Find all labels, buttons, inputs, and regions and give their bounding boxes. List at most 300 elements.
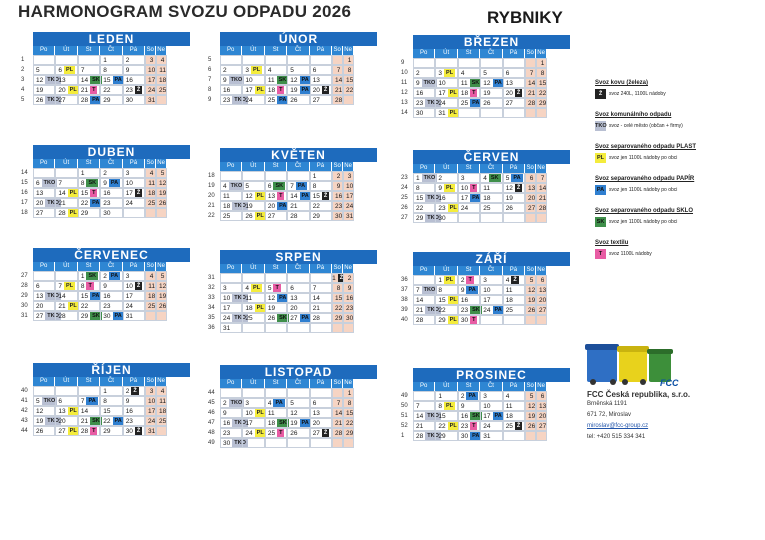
day-cell: [156, 281, 167, 291]
legend-swatch: SK: [596, 219, 605, 225]
day-cell: [287, 388, 309, 398]
day-cell: [265, 428, 287, 438]
day-cell: [503, 411, 525, 421]
day-number: 14: [58, 189, 66, 197]
day-number: 22: [312, 202, 320, 210]
day-cell: [33, 55, 55, 65]
day-cell: [413, 173, 435, 183]
day-header: Út: [55, 262, 77, 271]
day-cell: [156, 386, 167, 396]
day-cell: [145, 178, 156, 188]
week-row: [20, 95, 190, 105]
day-number: 29: [346, 429, 354, 437]
day-number: 11: [159, 66, 166, 74]
day-cell: [310, 211, 332, 221]
collection-badge: PA: [472, 100, 480, 106]
collection-badge: SK: [92, 313, 100, 319]
day-number: 8: [347, 399, 352, 407]
day-cell: [435, 411, 457, 421]
day-header: Po: [33, 46, 55, 55]
day-cell: [123, 416, 145, 426]
week-row: [207, 398, 377, 408]
day-cell: [220, 283, 242, 293]
day-cell: [220, 181, 242, 191]
week-number: 41: [21, 398, 28, 404]
day-cell: [310, 181, 332, 191]
legend-title: Svoz separovaného odpadu SKLO: [595, 208, 694, 214]
week-row: [207, 438, 377, 448]
day-header: St: [458, 266, 480, 275]
day-number: 15: [438, 412, 446, 420]
day-cell: [100, 301, 122, 311]
day-number: 9: [438, 184, 443, 192]
day-cell: [78, 406, 100, 416]
day-number: 1: [347, 56, 352, 64]
day-header: So: [145, 159, 156, 168]
collection-badge: PA: [494, 413, 502, 419]
collection-badge: TKO: [230, 77, 243, 83]
week-row: [207, 303, 377, 313]
day-number: 26: [528, 422, 536, 430]
collection-badge: PA: [92, 200, 100, 206]
day-number: 4: [267, 399, 272, 407]
month-name: KVĚTEN: [220, 148, 377, 162]
legend-text: svoz jen 1100L nádoby po obci: [609, 219, 678, 225]
week-number: 24: [401, 185, 408, 191]
collection-badge: TKO: [47, 418, 59, 424]
day-number: 10: [148, 397, 156, 405]
month-8: [400, 252, 570, 325]
day-cell: [145, 291, 156, 301]
day-number: 31: [223, 324, 231, 332]
day-number: 15: [335, 294, 343, 302]
day-cell: [123, 426, 145, 436]
day-number: 16: [460, 296, 469, 304]
collection-badge: PL: [446, 403, 454, 409]
day-cell: [332, 75, 343, 85]
day-cell: [435, 98, 457, 108]
day-cell: [332, 303, 343, 313]
day-cell: [458, 193, 480, 203]
day-cell: [480, 295, 502, 305]
day-number: 2: [223, 399, 227, 407]
day-cell: [332, 211, 343, 221]
day-header: Čt: [287, 379, 309, 388]
day-number: 31: [483, 432, 491, 440]
day-number: 11: [267, 409, 275, 417]
day-number: 2: [125, 387, 130, 395]
week-row: [20, 271, 190, 281]
day-cell: [145, 426, 156, 436]
day-header: Út: [242, 162, 264, 171]
day-cell: [536, 98, 547, 108]
day-number: 25: [483, 204, 491, 212]
day-number: 9: [103, 179, 107, 187]
day-cell: [287, 75, 309, 85]
month-3: [20, 145, 190, 218]
day-number: 9: [103, 282, 107, 290]
day-header: Po: [220, 264, 242, 273]
day-number: 4: [149, 169, 154, 177]
day-number: 17: [346, 192, 354, 200]
day-cell: [332, 201, 343, 211]
day-header: Pá: [310, 264, 332, 273]
day-number: 19: [36, 417, 44, 425]
day-cell: [156, 416, 167, 426]
day-number: 12: [159, 282, 167, 290]
day-cell: [287, 293, 309, 303]
day-cell: [310, 418, 332, 428]
day-cell: [343, 323, 354, 333]
day-cell: [343, 428, 354, 438]
week-row: [207, 273, 377, 283]
legend-text: svoz 1100L nádoby: [609, 251, 652, 257]
day-cell: [145, 311, 156, 321]
day-cell: [123, 301, 145, 311]
collection-badge: PL: [449, 90, 457, 96]
day-number: 29: [103, 427, 111, 435]
day-cell: [435, 88, 457, 98]
day-cell: [145, 386, 156, 396]
legend-item: [595, 176, 765, 195]
week-number: 40: [401, 317, 408, 323]
day-cell: [242, 293, 264, 303]
day-number: 13: [290, 294, 298, 302]
week-row: [400, 68, 570, 78]
day-cell: [525, 431, 536, 441]
day-number: 10: [245, 76, 253, 84]
day-number: 5: [483, 69, 487, 77]
day-cell: [220, 438, 246, 448]
day-number: 13: [539, 402, 547, 410]
day-cell: [503, 88, 525, 98]
week-row: [20, 416, 190, 426]
day-cell: [287, 55, 309, 65]
day-number: 24: [223, 314, 231, 322]
day-cell: [332, 408, 343, 418]
day-number: 12: [483, 79, 491, 87]
day-cell: [480, 411, 502, 421]
day-cell: [242, 408, 264, 418]
day-header: Čt: [100, 46, 122, 55]
day-cell: [413, 98, 439, 108]
month-11: [400, 368, 570, 441]
day-header: So: [525, 164, 536, 173]
day-cell: [265, 65, 287, 75]
day-number: 2: [223, 66, 227, 74]
day-cell: [435, 401, 457, 411]
day-number: 1: [332, 274, 336, 282]
day-number: 29: [438, 432, 446, 440]
day-number: 29: [312, 212, 320, 220]
day-number: 20: [58, 86, 66, 94]
day-cell: [310, 283, 332, 293]
day-cell: [503, 58, 525, 68]
week-number: 4: [21, 87, 25, 93]
day-number: 13: [36, 189, 44, 197]
collection-badge: T: [92, 190, 96, 196]
week-row: [400, 88, 570, 98]
day-cell: [343, 293, 354, 303]
week-number: 32: [208, 285, 215, 291]
day-header: So: [145, 46, 156, 55]
day-number: 2: [416, 69, 420, 77]
day-number: 19: [159, 189, 167, 197]
collection-badge: SK: [471, 80, 480, 86]
collection-badge: PL: [256, 193, 264, 199]
day-number: 26: [36, 427, 44, 435]
collection-badge: PL: [256, 305, 264, 311]
day-cell: [503, 203, 525, 213]
collection-badge: PA: [88, 398, 96, 404]
day-number: 10: [438, 79, 446, 87]
day-cell: [343, 283, 354, 293]
day-number: 11: [223, 192, 230, 200]
day-cell: [287, 211, 309, 221]
day-cell: [287, 181, 309, 191]
day-cell: [413, 315, 435, 325]
day-number: 30: [460, 316, 469, 324]
day-number: 28: [539, 204, 547, 212]
day-cell: [145, 168, 156, 178]
day-cell: [265, 408, 287, 418]
day-cell: [503, 68, 525, 78]
day-cell: [220, 408, 242, 418]
day-cell: [33, 188, 55, 198]
day-number: 16: [103, 189, 111, 197]
collection-badge: PL: [69, 190, 77, 196]
day-number: 3: [125, 169, 130, 177]
legend-text: svoz jen 1100L nádoby po obci: [609, 155, 678, 161]
day-number: 10: [125, 282, 133, 290]
day-cell: [343, 181, 354, 191]
collection-badge: TKO: [427, 307, 439, 313]
day-number: 2: [347, 274, 352, 282]
day-number: 1: [540, 59, 545, 67]
day-number: 26: [528, 306, 536, 314]
week-row: [207, 65, 377, 75]
day-number: 20: [267, 202, 276, 210]
day-number: 5: [267, 284, 272, 292]
day-number: 24: [483, 422, 491, 430]
day-number: 17: [245, 86, 253, 94]
day-cell: [536, 183, 547, 193]
day-cell: [332, 273, 343, 283]
day-number: 30: [335, 212, 343, 220]
day-cell: [413, 213, 439, 223]
day-cell: [343, 418, 354, 428]
day-number: 28: [58, 312, 66, 320]
collection-badge: Ž: [516, 185, 521, 191]
day-number: 22: [80, 199, 89, 207]
collection-badge: PL: [449, 297, 457, 303]
day-number: 21: [335, 419, 343, 427]
day-number: 9: [460, 402, 465, 410]
company-email[interactable]: miroslav@fcc-group.cz: [587, 423, 649, 429]
day-cell: [458, 173, 480, 183]
month-2: [400, 35, 570, 118]
collection-badge: T: [472, 185, 476, 191]
day-cell: [310, 323, 332, 333]
day-number: 21: [528, 89, 536, 97]
collection-badge: PA: [279, 295, 287, 301]
day-number: 21: [312, 304, 320, 312]
day-cell: [525, 285, 536, 295]
collection-badge: PL: [69, 428, 77, 434]
day-header: So: [525, 382, 536, 391]
week-row: [207, 313, 377, 323]
day-number: 8: [540, 69, 545, 77]
day-cell: [332, 398, 343, 408]
day-number: 14: [80, 76, 89, 84]
day-number: 27: [36, 209, 44, 217]
day-cell: [55, 311, 77, 321]
week-row: [207, 85, 377, 95]
day-number: 12: [245, 192, 253, 200]
day-cell: [156, 188, 167, 198]
day-number: 11: [483, 184, 491, 192]
day-cell: [343, 303, 354, 313]
day-cell: [435, 183, 457, 193]
day-cell: [480, 203, 502, 213]
day-number: 1: [103, 387, 107, 395]
day-cell: [480, 401, 502, 411]
day-number: 21: [335, 86, 343, 94]
day-cell: [536, 108, 547, 118]
collection-badge: SK: [279, 315, 287, 321]
day-cell: [55, 198, 77, 208]
day-number: 1: [312, 172, 317, 180]
day-number: 22: [539, 89, 547, 97]
day-number: 28: [416, 316, 424, 324]
week-number: 40: [21, 388, 28, 394]
collection-badge: PL: [69, 87, 77, 93]
week-row: [207, 55, 377, 65]
day-cell: [33, 406, 55, 416]
day-number: 19: [267, 304, 276, 312]
collection-badge: T: [472, 423, 476, 429]
day-cell: [435, 295, 457, 305]
day-cell: [413, 58, 435, 68]
day-header: So: [145, 377, 156, 386]
day-cell: [145, 198, 156, 208]
day-number: 19: [36, 86, 44, 94]
week-number: 28: [21, 283, 28, 289]
day-cell: [435, 305, 457, 315]
day-cell: [525, 78, 536, 88]
day-header: Po: [33, 159, 55, 168]
day-cell: [435, 391, 457, 401]
day-header: So: [525, 266, 536, 275]
day-header: So: [332, 46, 343, 55]
day-number: 21: [416, 422, 424, 430]
day-cell: [100, 85, 122, 95]
week-row: [20, 386, 190, 396]
day-header: Čt: [480, 164, 502, 173]
day-number: 14: [528, 79, 536, 87]
day-number: 16: [125, 407, 133, 415]
day-header: Po: [220, 379, 242, 388]
day-cell: [78, 65, 100, 75]
collection-badge: PA: [301, 87, 309, 93]
day-cell: [242, 388, 264, 398]
day-header: Čt: [100, 262, 122, 271]
day-number: 15: [103, 407, 111, 415]
day-number: 13: [312, 409, 320, 417]
day-cell: [220, 211, 242, 221]
week-row: [207, 323, 377, 333]
day-number: 31: [438, 109, 446, 117]
day-number: 14: [539, 184, 547, 192]
day-number: 23: [125, 86, 133, 94]
week-row: [400, 98, 570, 108]
week-number: 36: [401, 277, 408, 283]
week-row: [207, 293, 377, 303]
day-cell: [220, 75, 242, 85]
day-cell: [33, 178, 55, 188]
day-cell: [503, 305, 525, 315]
day-header: St: [78, 46, 100, 55]
day-cell: [480, 68, 502, 78]
collection-badge: PA: [275, 400, 283, 406]
day-number: 30: [416, 109, 424, 117]
day-cell: [458, 108, 480, 118]
day-cell: [413, 421, 435, 431]
day-header: St: [265, 162, 287, 171]
week-number: 33: [208, 295, 215, 301]
day-number: 13: [528, 184, 536, 192]
day-number: 7: [80, 66, 85, 74]
day-cell: [242, 303, 264, 313]
day-cell: [287, 273, 309, 283]
day-cell: [525, 183, 536, 193]
day-cell: [503, 98, 525, 108]
day-number: 27: [36, 312, 44, 320]
day-cell: [458, 285, 480, 295]
legend-title: Svoz kovu (železa): [595, 80, 649, 86]
day-cell: [242, 211, 264, 221]
day-cell: [503, 108, 525, 118]
week-row: [207, 75, 377, 85]
day-cell: [123, 55, 145, 65]
day-number: 24: [438, 99, 446, 107]
day-cell: [287, 398, 309, 408]
day-cell: [458, 98, 480, 108]
day-number: 22: [416, 204, 424, 212]
day-number: 25: [223, 212, 231, 220]
day-cell: [145, 95, 156, 105]
month-name: SRPEN: [220, 250, 377, 264]
day-cell: [220, 55, 242, 65]
day-header: Pá: [310, 46, 332, 55]
day-header: So: [332, 379, 343, 388]
day-cell: [310, 65, 332, 75]
collection-badge: SK: [490, 175, 499, 181]
day-number: 22: [438, 422, 446, 430]
day-cell: [525, 203, 536, 213]
week-row: [207, 418, 377, 428]
day-cell: [458, 203, 480, 213]
day-header: Pá: [503, 382, 525, 391]
day-cell: [332, 428, 343, 438]
day-number: 8: [103, 66, 107, 74]
day-cell: [242, 398, 264, 408]
day-cell: [343, 75, 354, 85]
week-row: [400, 213, 570, 223]
day-cell: [33, 426, 55, 436]
day-cell: [123, 271, 145, 281]
day-number: 4: [160, 387, 165, 395]
